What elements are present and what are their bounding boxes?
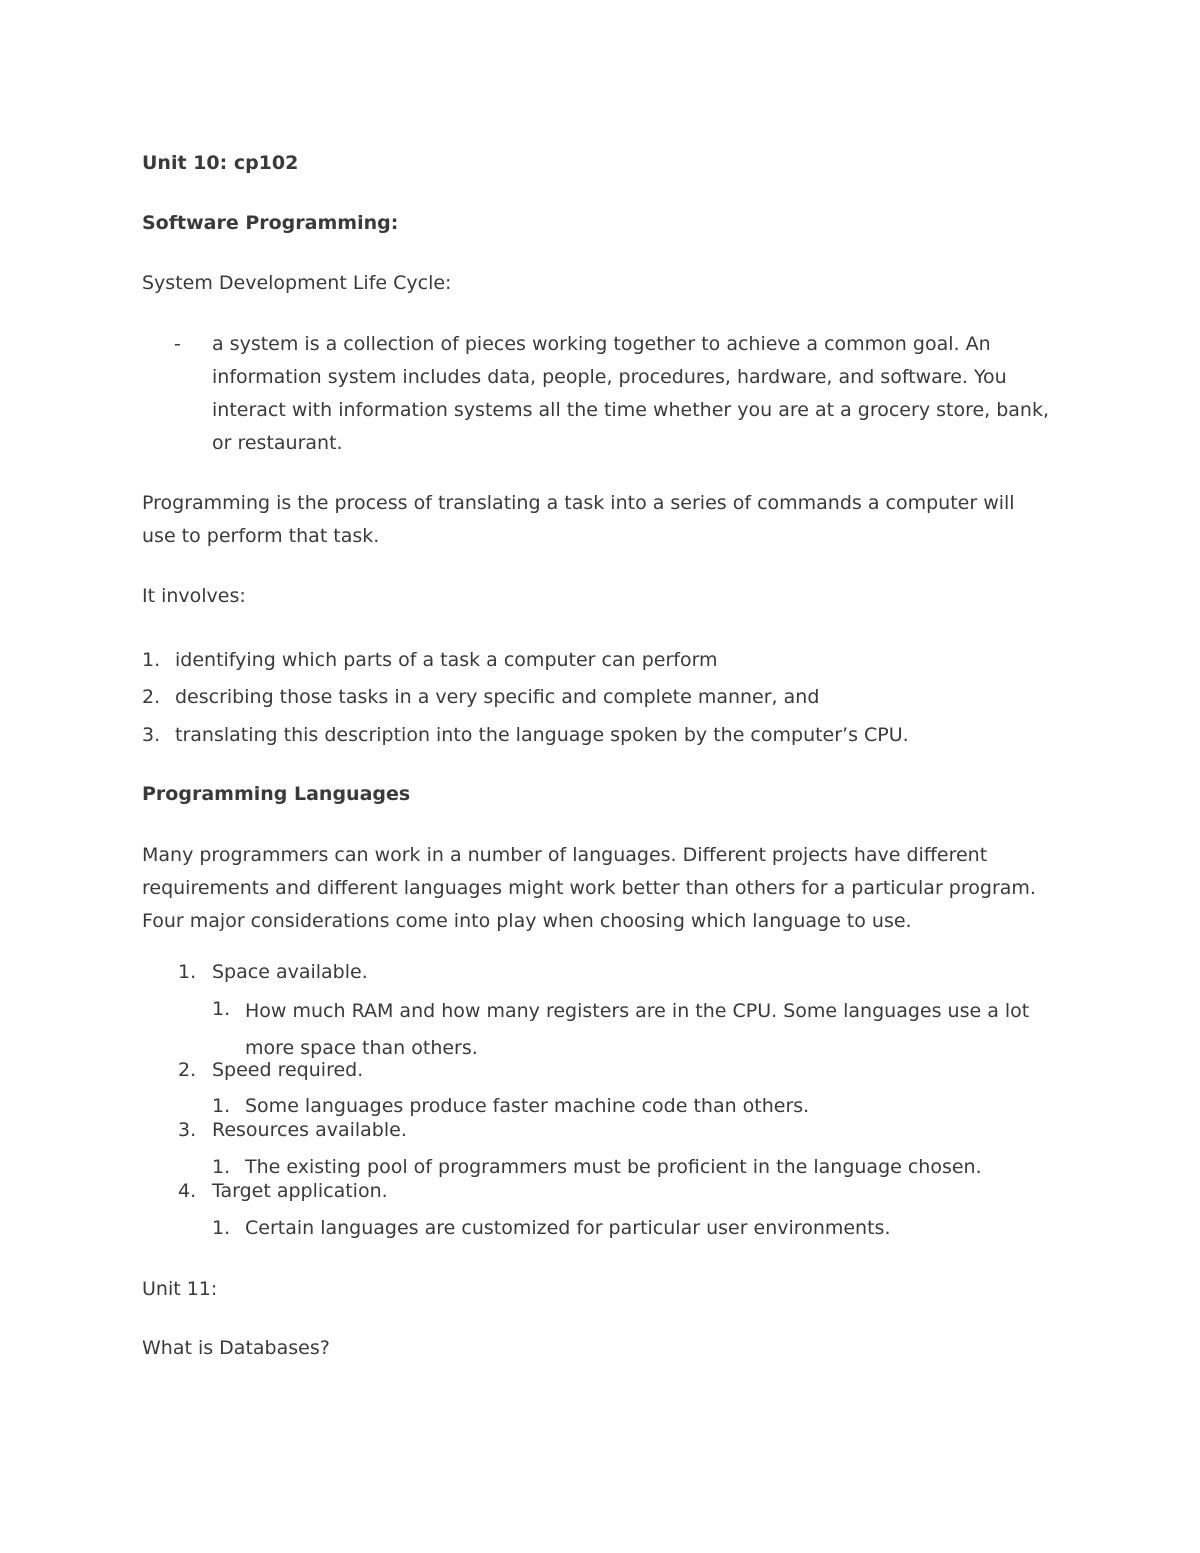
unit-11-heading: Unit 11: (142, 1278, 218, 1300)
sdlc-label: System Development Life Cycle: (142, 272, 452, 294)
unit-10-heading: Unit 10: cp102 (142, 152, 299, 174)
list-item-text: describing those tasks in a very specific and complete manner, and (175, 686, 820, 708)
databases-question: What is Databases? (142, 1337, 330, 1359)
list-item-text: Certain languages are customized for particular user environments. (245, 1217, 891, 1239)
programming-languages-heading: Programming Languages (142, 783, 411, 805)
programming-paragraph: Programming is the process of translating a task into a series of commands a computer will use to perform that task. (142, 492, 1015, 547)
list-item-text: Resources available. (212, 1119, 407, 1141)
list-marker: 2. (142, 686, 161, 708)
list-item-text: The existing pool of programmers must be proficient in the language chosen. (245, 1156, 982, 1178)
list-marker: 1. (212, 1095, 231, 1117)
languages-paragraph: Many programmers can work in a number of languages. Different projects have different requirements and different languages might work better than others for a particular program. Four major considerations come into play when choosing which language to use. (142, 844, 1036, 932)
software-programming-heading: Software Programming: (142, 212, 399, 234)
sdlc-bullet-text: a system is a collection of pieces working together to achieve a common goal. An information system includes data, people, procedures, hardware, and software. You interact with information systems all the time whether you are at a grocery store, bank, or restaurant. (212, 333, 1050, 454)
list-marker: 3. (178, 1119, 197, 1141)
list-item-text: Some languages produce faster machine code than others. (245, 1095, 810, 1117)
involves-label: It involves: (142, 585, 246, 607)
list-marker: 3. (142, 724, 161, 746)
list-item-text: Speed required. (212, 1059, 364, 1081)
list-item-text: How much RAM and how many registers are in the CPU. Some languages use a lot more space than others. (245, 1000, 1030, 1059)
list-marker: 4. (178, 1180, 197, 1202)
list-item-text: Target application. (212, 1180, 388, 1202)
list-marker: 1. (142, 649, 161, 671)
list-marker: 1. (212, 1156, 231, 1178)
list-marker: 2. (178, 1059, 197, 1081)
list-marker: 1. (178, 961, 197, 983)
list-marker: 1. (212, 998, 231, 1020)
list-item-text: translating this description into the language spoken by the computer’s CPU. (175, 724, 909, 746)
dash-marker: - (174, 333, 181, 355)
list-item-text: Space available. (212, 961, 368, 983)
list-marker: 1. (212, 1217, 231, 1239)
list-item-text: identifying which parts of a task a computer can perform (175, 649, 718, 671)
